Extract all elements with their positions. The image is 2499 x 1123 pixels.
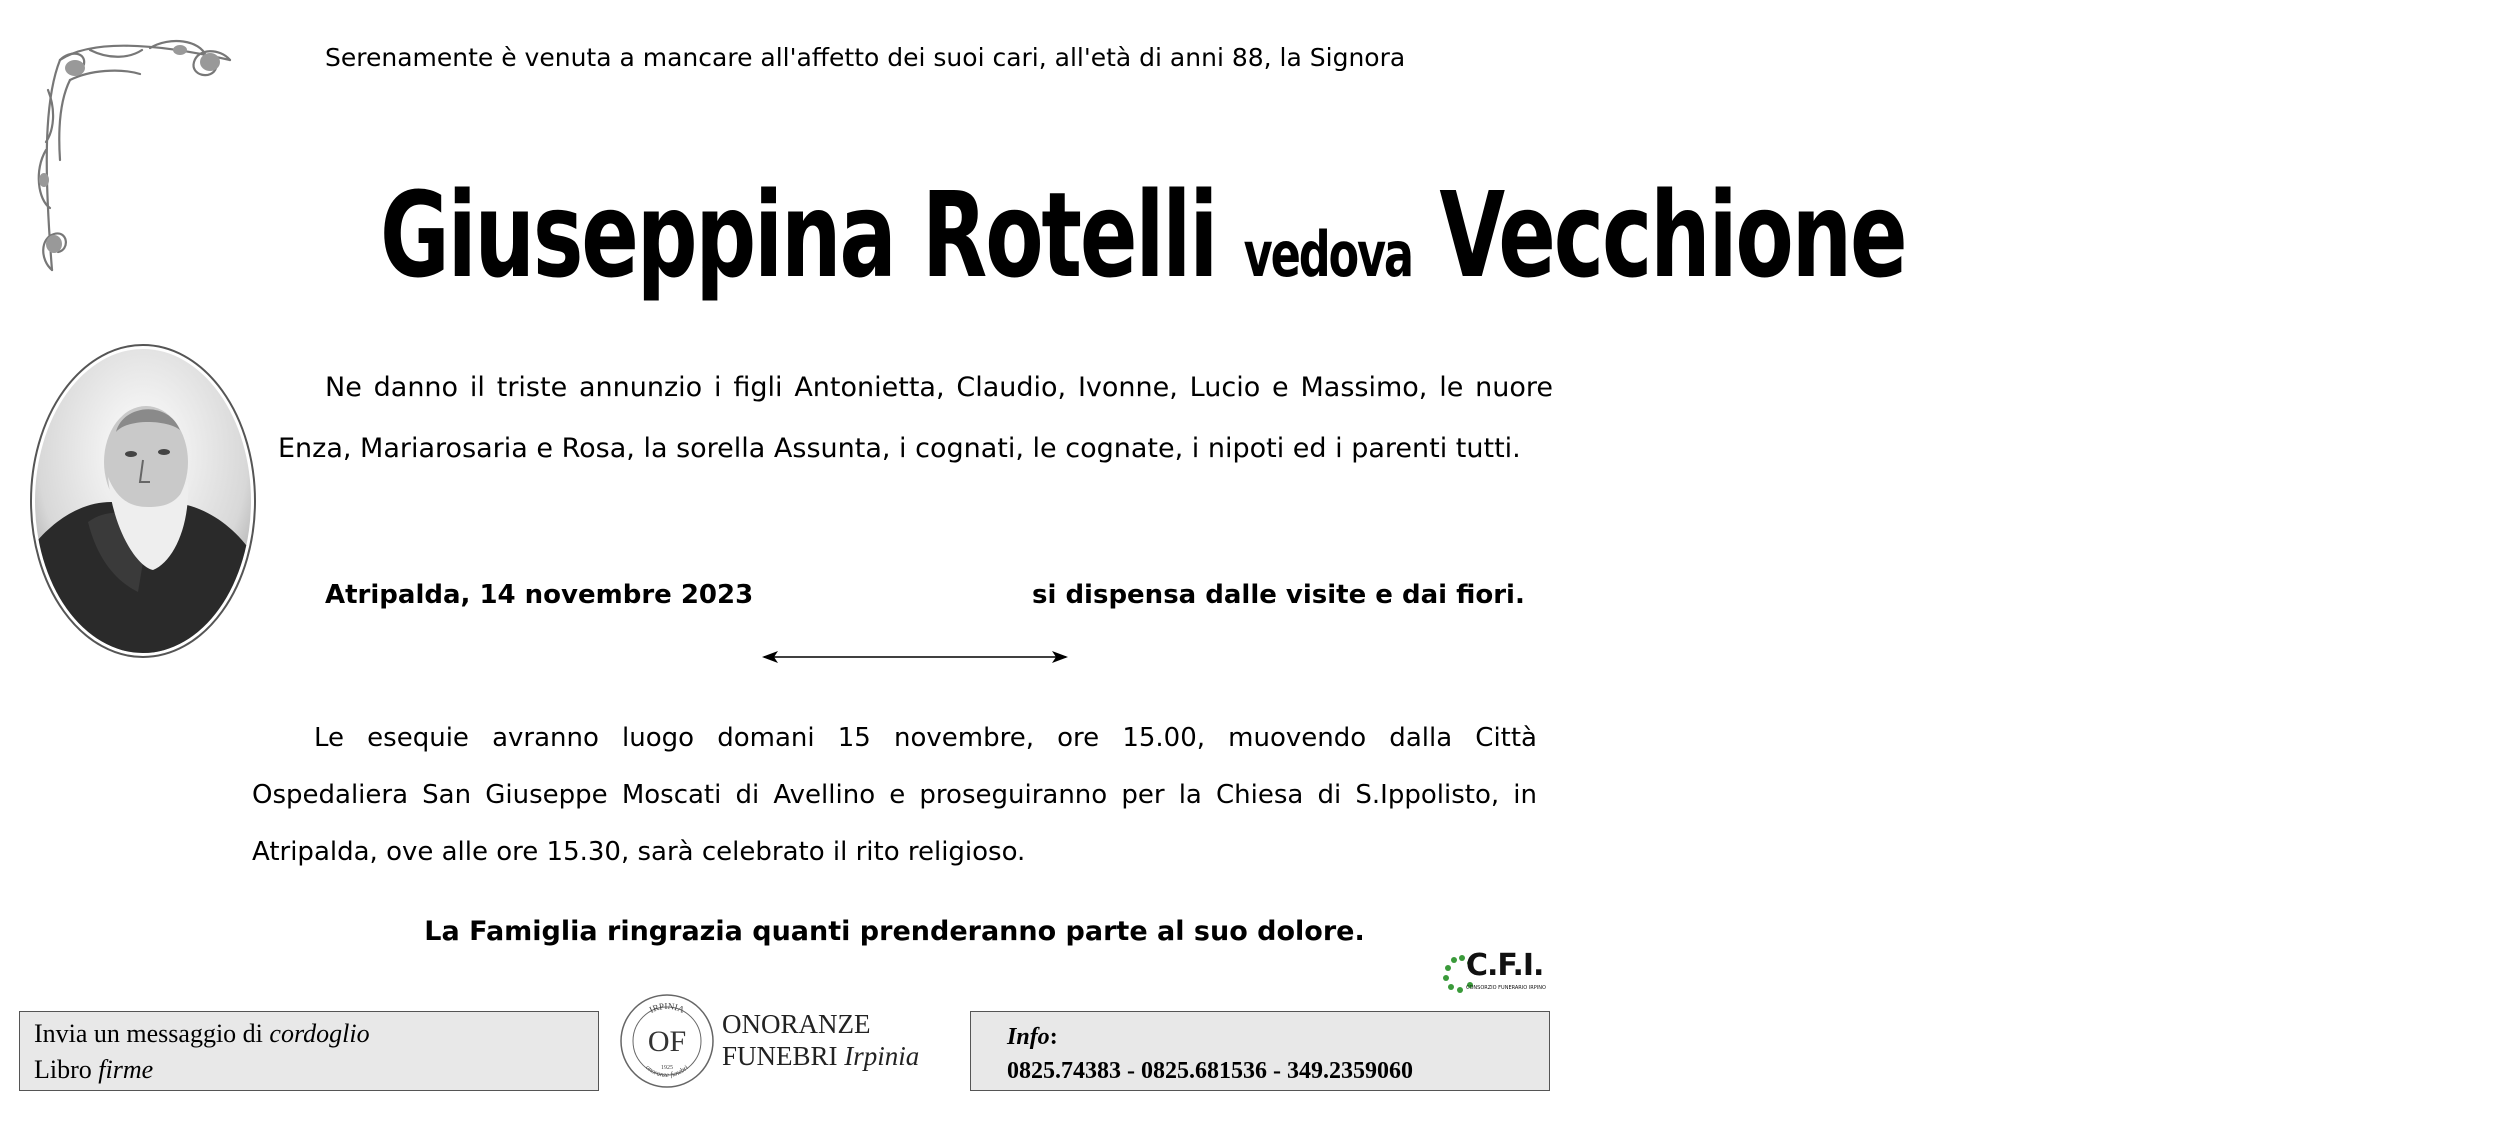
info-label: Info bbox=[1007, 1024, 1050, 1050]
guestbook-prefix: Libro bbox=[34, 1055, 99, 1084]
info-box bbox=[970, 1011, 1550, 1091]
phone-numbers[interactable]: 0825.74383 - 0825.681536 - 349.2359060 bbox=[1007, 1058, 1413, 1084]
seal-monogram: OF bbox=[647, 1025, 687, 1058]
cfi-logo-text: C.F.I. bbox=[1466, 948, 1544, 983]
company-seal-logo bbox=[617, 991, 717, 1091]
seal-top-text: IRPINIA bbox=[647, 1000, 687, 1015]
info-label-line bbox=[1007, 1020, 1513, 1054]
widow-of-label: vedova bbox=[1243, 218, 1412, 291]
no-visits-note: si dispensa dalle visite e dai fiori. bbox=[1032, 580, 1525, 610]
intro-sentence: Serenamente è venuta a mancare all'affetto dei suoi cari, all'età di anni 88, la Signora bbox=[325, 43, 1406, 72]
guestbook-emph: firme bbox=[98, 1055, 154, 1084]
guestbook-link[interactable] bbox=[34, 1052, 584, 1088]
saint-portrait-image bbox=[28, 342, 258, 660]
company-name-line2-prefix: FUNEBRI bbox=[722, 1041, 845, 1071]
condolence-box[interactable] bbox=[19, 1011, 599, 1091]
married-name: Vecchione bbox=[1439, 166, 1906, 304]
deceased-name bbox=[380, 150, 1906, 320]
family-thanks: La Famiglia ringrazia quanti prenderanno parte al suo dolore. bbox=[424, 916, 1365, 947]
send-condolence-prefix: Invia un messaggio di bbox=[34, 1019, 270, 1048]
deceased-name-wrap bbox=[380, 150, 1905, 340]
first-name: Giuseppina bbox=[380, 166, 895, 304]
surname: Rotelli bbox=[921, 166, 1217, 304]
cfi-logo-subtitle: CONSORZIO FUNERARIO IRPINO bbox=[1466, 985, 1546, 991]
place-date: Atripalda, 14 novembre 2023 bbox=[325, 580, 754, 610]
company-name bbox=[722, 1008, 919, 1072]
announcement-paragraph: Ne danno il triste annunzio i figli Antonietta, Claudio, Ivonne, Lucio e Massimo, le nuore Enza, Mariarosaria e Rosa, la sorella Assunta, i cognati, le cognate, i nipoti ed i parenti tutti. bbox=[278, 372, 1553, 464]
seal-year: 1925 bbox=[661, 1065, 673, 1071]
seal-bottom-text: onoranze funebri bbox=[644, 1063, 690, 1080]
send-condolence-link[interactable] bbox=[34, 1016, 584, 1052]
company-name-line1: ONORANZE bbox=[722, 1009, 871, 1039]
funeral-details-paragraph: Le esequie avranno luogo domani 15 novembre, ore 15.00, muovendo dalla Città Ospedaliera San Giuseppe Moscati di Avellino e proseguiranno per la Chiesa di S.Ippolisto, in Atripalda, ove alle ore 15.30, sarà celebrato il rito religioso. bbox=[252, 723, 1537, 867]
double-arrow-divider bbox=[760, 648, 1070, 666]
send-condolence-emph: cordoglio bbox=[269, 1019, 370, 1048]
info-colon: : bbox=[1049, 1024, 1058, 1050]
company-name-line2-emph: Irpinia bbox=[844, 1041, 920, 1071]
corner-flourish-ornament bbox=[30, 30, 240, 285]
company-name-line2 bbox=[722, 1040, 919, 1072]
